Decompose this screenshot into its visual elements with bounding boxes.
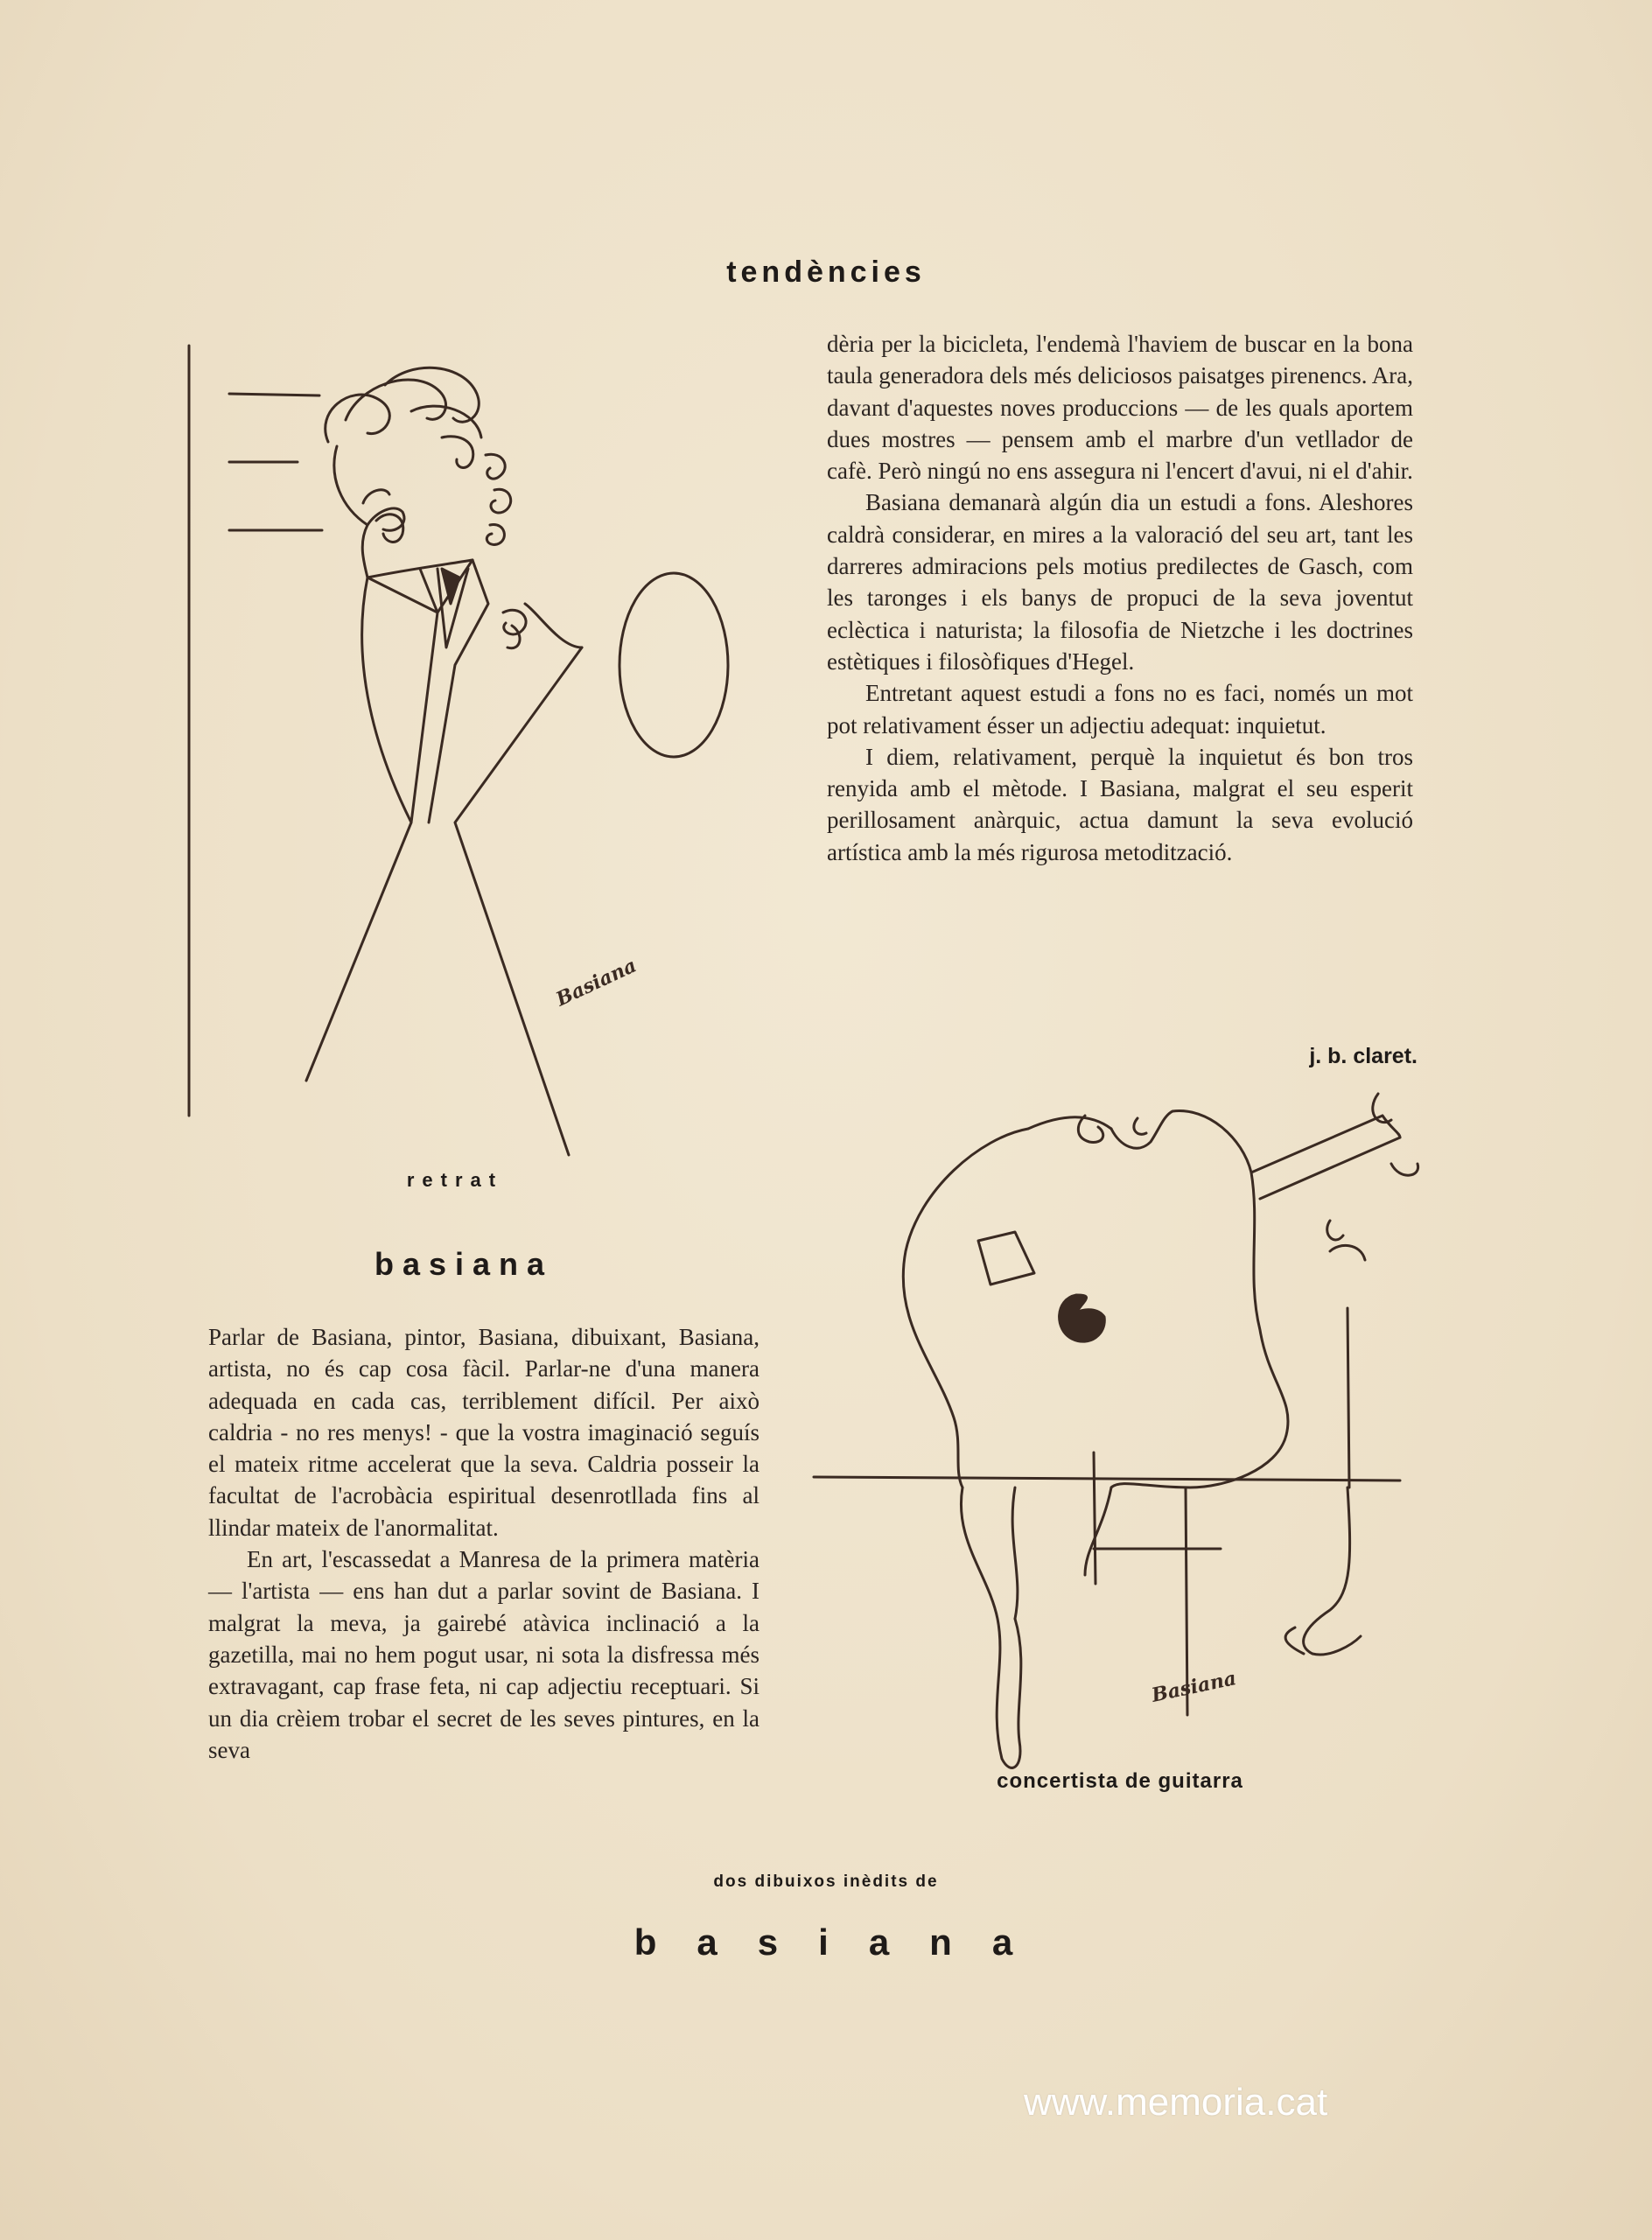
footer-line: dos dibuixos inèdits de — [713, 1872, 939, 1891]
guitarist-signature: Basiana — [1149, 1667, 1239, 1707]
paragraph: I diem, relativament, perquè la inquietut és bon tros renyida amb el mètode. I Basiana, malgrat el seu esperit perillosament anàrquic, actua damunt la seva evolució artística amb la més rigurosa metodització. — [827, 743, 1413, 865]
portrait-signature: Basiana — [552, 954, 640, 1012]
left-column-text — [208, 1321, 760, 1766]
right-column-text — [827, 328, 1413, 868]
paragraph: Parlar de Basiana, pintor, Basiana, dibuixant, Basiana, artista, no és cap cosa fàcil. Parlar-ne d'una manera adequada en cada cas, terriblement difícil. Per això caldria - no res menys! - que la vostra imaginació seguís el mateix ritme accelerat que la seva. Caldria posseir la facultat de l'acrobàcia espiritual desenrotllada fins al llindar mateix de l'anormalitat. — [208, 1324, 760, 1541]
article-author: j. b. claret. — [1309, 1044, 1418, 1068]
paragraph: Entretant aquest estudi a fons no es faci, només un mot pot relativament ésser un adjectiu adequat: inquietut. — [827, 680, 1413, 738]
guitarist-caption: concertista de guitarra — [997, 1769, 1243, 1793]
footer-name: basiana — [634, 1922, 1054, 1963]
paragraph: En art, l'escassedat a Manresa de la primera matèria — l'artista — ens han dut a parlar sovint de Basiana. I malgrat la meva, ja gairebé atàvica inclinació a la gazetilla, mai no hem pogut usar, ni sota la disfressa més extravagant, cap frase feta, ni cap adjectiu receptuari. Si un dia crèiem trobar el secret de les seves pintures, en la seva — [208, 1546, 760, 1763]
portrait-caption: retrat — [406, 1169, 504, 1191]
paragraph: dèria per la bicicleta, l'endemà l'haviem de buscar en la bona taula generadora dels més deliciosos paisatges pirenencs. Ara, davant d'aquestes noves produccions — de les quals aportem dues mostres — pensem amb el marbre d'un vetllador de cafè. Però ningú no ens assegura ni l'encert d'avui, ni el d'ahir. — [827, 331, 1413, 485]
section-title: tendències — [726, 256, 926, 289]
paragraph: Basiana demanarà algún dia un estudi a fons. Aleshores caldrà considerar, en mires a la valoració del seu art, tant les darreres admiracions pels motius predilectes de Gasch, com les taronges i els banys de propuci de la seva joventut eclèctica i naturista; la filosofia de Nietzche i les doctrines estètiques i filosòfiques d'Hegel. — [827, 489, 1413, 675]
article-heading: basiana — [374, 1246, 554, 1282]
watermark: www.memoria.cat — [1024, 2081, 1328, 2124]
